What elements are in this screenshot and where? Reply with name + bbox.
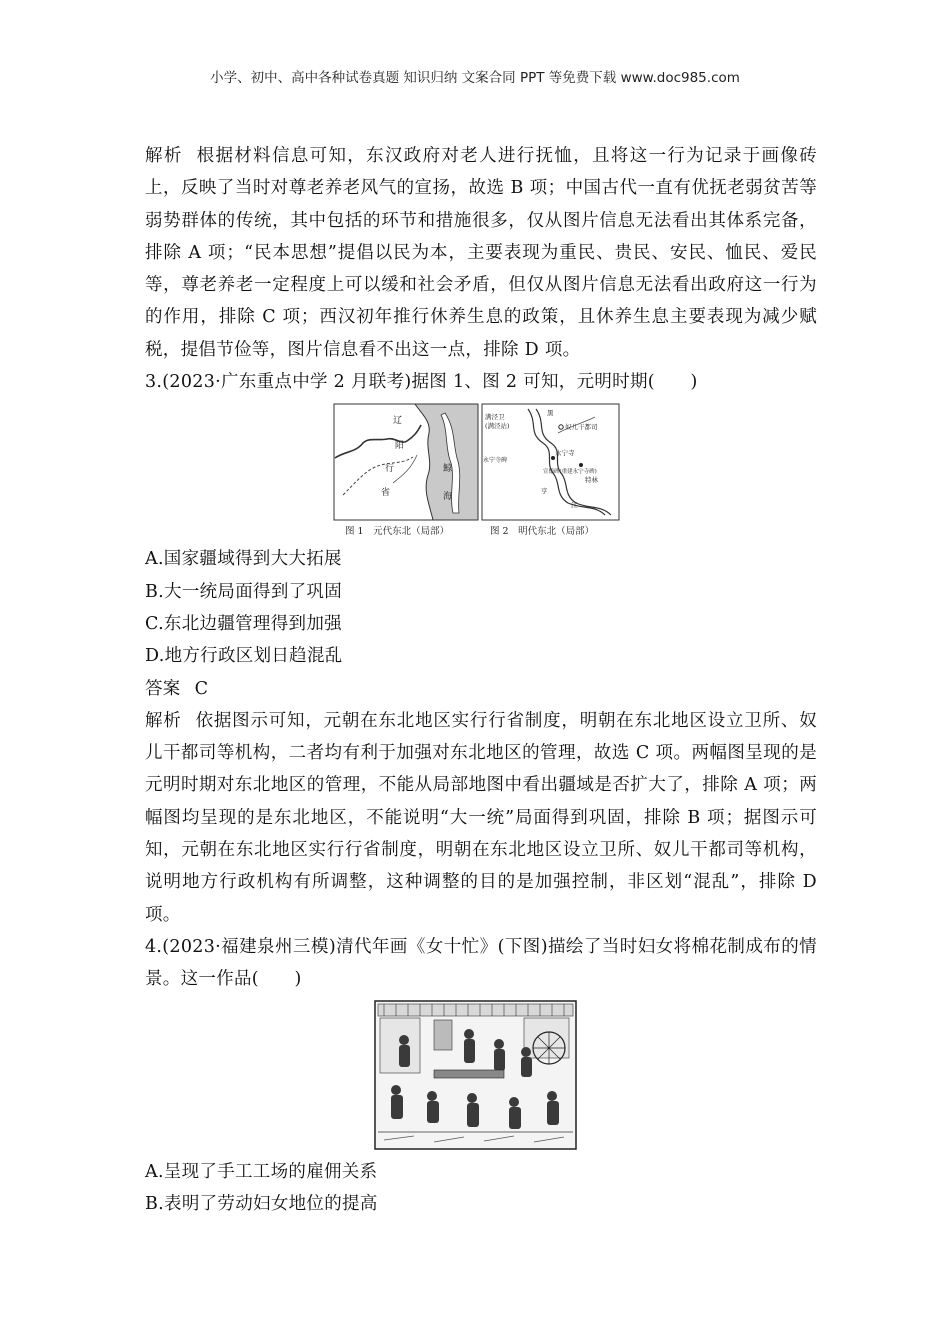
q3-maps-figure xyxy=(333,403,621,539)
q3-analysis xyxy=(145,705,817,931)
print-scroll xyxy=(434,1020,452,1050)
print-roof xyxy=(378,1004,573,1016)
map2-label: 黑 xyxy=(547,409,554,418)
map2-label: 江 xyxy=(571,501,578,510)
map2-label: 亨 xyxy=(541,487,548,496)
q3-option-b: B.大一统局面得到了巩固 xyxy=(145,581,343,602)
print-loom xyxy=(434,1070,504,1078)
map2-label: 满泾卫 xyxy=(485,413,505,422)
q4-woodblock-print xyxy=(374,1000,577,1150)
map2-label: (满泾站) xyxy=(485,422,510,431)
map2-label: 永宁寺 xyxy=(555,449,575,458)
map1-label: 省 xyxy=(381,488,391,499)
q4-stem: 4.(2023·福建泉州三模)清代年画《女十忙》(下图)描绘了当时妇女将棉花制成布的情景。这一作品( ) xyxy=(145,936,817,990)
page-content xyxy=(145,140,817,1220)
q3-option-c: C.东北边疆管理得到加强 xyxy=(145,613,342,634)
map2-label: 宣德碑(重建永宁寺碑) xyxy=(543,469,597,476)
q3-stem: 3.(2023·广东重点中学 2 月联考)据图 1、图 2 可知，元明时期( ) xyxy=(145,372,698,393)
map2-label: 永宁寺碑 xyxy=(483,457,508,465)
map1-label: 辽 xyxy=(393,416,403,427)
answer-label: 答案 xyxy=(145,678,181,699)
q3-option-d: D.地方行政区划日趋混乱 xyxy=(145,646,343,667)
map2-caption: 图 2 明代东北（局部） xyxy=(490,526,595,538)
map2-label: 特林 xyxy=(585,476,598,485)
q2-analysis xyxy=(145,140,817,366)
map1-label: 鲸 xyxy=(443,464,453,475)
q3-option-a: A.国家疆域得到大大拓展 xyxy=(145,549,342,570)
map2-point xyxy=(579,463,583,467)
q3-answer xyxy=(145,673,817,705)
q4-option-a: A.呈现了手工工场的雇佣关系 xyxy=(145,1161,378,1182)
analysis-label: 解析 xyxy=(145,146,183,166)
map1-label: 海 xyxy=(443,492,453,503)
analysis-label: 解析 xyxy=(145,710,182,731)
map1-caption: 图 1 元代东北（局部） xyxy=(345,526,450,538)
print-svg xyxy=(374,1000,577,1150)
answer-value: C xyxy=(194,678,209,699)
map1-label: 行 xyxy=(385,464,395,475)
maps-svg xyxy=(333,403,621,539)
analysis-text: 根据材料信息可知，东汉政府对老人进行抚恤，且将这一行为记录于画像砖上，反映了当时对尊老养老风气的宣扬，故选 B 项；中国古代一直有优抚老弱贫苦等弱势群体的传统，其中包括的环节和措施很多，仅从图片信息无法看出其体系完备，排除 A 项；“民本思想”提倡以民为本，主要表现为重民、贵民、安民、恤民、爱民等，尊老养老一定程度上可以缓和社会矛盾，但仅从图片信息无法看出政府这一行为的作用，排除 C 项；西汉初年推行休养生息的政策，且休养生息主要表现为减少赋税，提倡节俭等，图片信息看不出这一点，排除 D 项。 xyxy=(145,146,817,360)
analysis-text: 依据图示可知，元朝在东北地区实行行省制度，明朝在东北地区设立卫所、奴儿干都司等机构，二者均有利于加强对东北地区的管理，故选 C 项。两幅图呈现的是元明时期对东北地区的管理，不能从局部地图中看出疆域是否扩大了，排除 A 项；两幅图均呈现的是东北地区，不能说明“大一统”局面得到巩固，排除 B 项；据图示可知，元朝在东北地区实行行省制度，明朝在东北地区设立卫所、奴儿干都司等机构，说明地方行政机构有所调整，这种调整的目的是加强控制，非区划“混乱”，排除 D 项。 xyxy=(145,710,817,925)
q4-option-b: B.表明了劳动妇女地位的提高 xyxy=(145,1193,378,1214)
map1-label: 阳 xyxy=(395,441,405,452)
map2-label: 奴儿干都司 xyxy=(565,423,598,432)
page-header: 小学、初中、高中各种试卷真题 知识归纳 文案合同 PPT 等免费下载 www.doc985.com xyxy=(210,70,740,86)
